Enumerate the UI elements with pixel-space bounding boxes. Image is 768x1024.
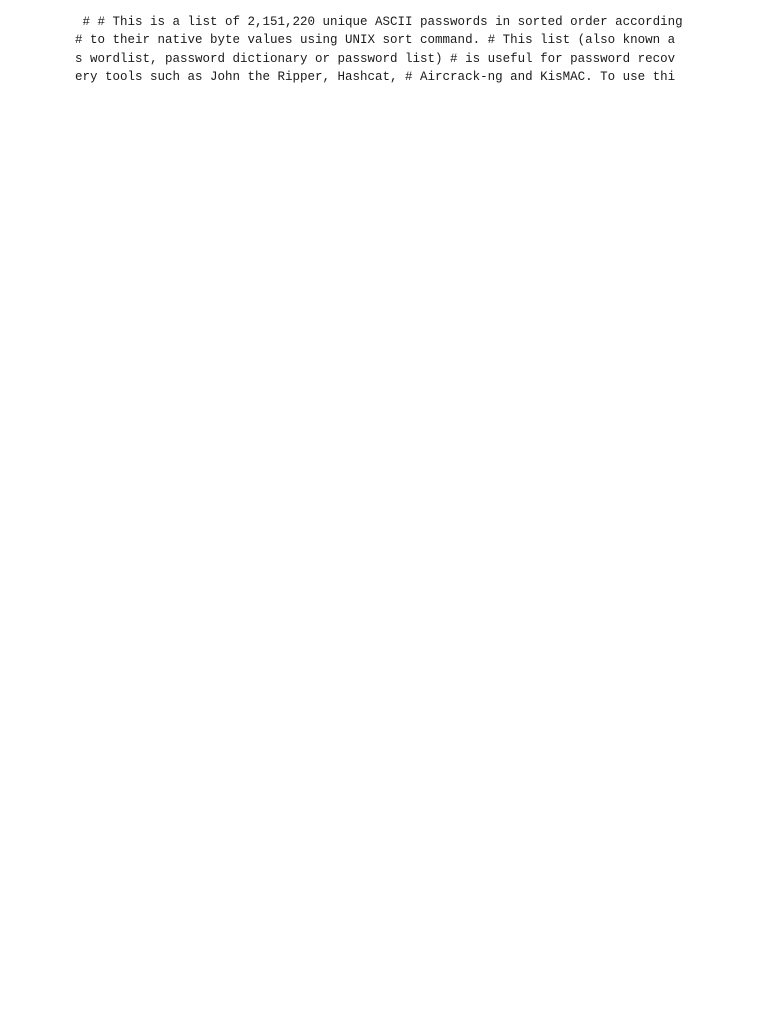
wordlist-document — [75, 13, 695, 86]
text-line: s wordlist, password dictionary or password list) # is useful for password recov — [75, 51, 676, 66]
text-line: # # This is a list of 2,151,220 unique ASCII passwords in sorted order according — [75, 15, 683, 29]
text-line: # to their native byte values using UNIX sort command. # This list (also known a — [75, 33, 676, 48]
text-line: ery tools such as John the Ripper, Hashcat, # Aircrack-ng and KisMAC. To use thi — [75, 69, 676, 84]
